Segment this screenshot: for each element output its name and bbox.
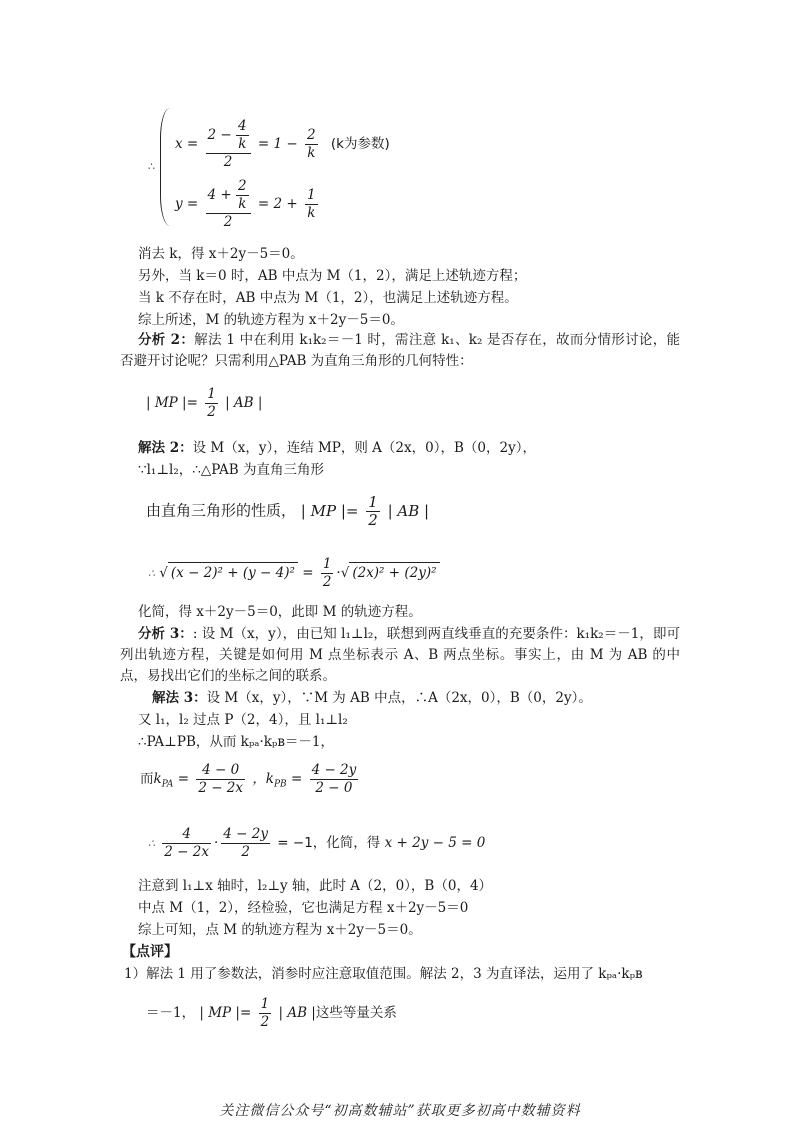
analysis-2: 分析 2：解法 1 中在利用 k₁k₂＝－1 时，需注意 k₁、k₂ 是否存在，故而分情形讨论，能否避开讨论呢？只需利用△PAB 为直角三角形的几何特性： <box>120 332 681 369</box>
text-line: ∴PA⊥PB，从而 kₚₐ·kₚʙ＝－1， <box>138 734 335 750</box>
text-line: 消去 k，得 x＋2y－5＝0。 <box>138 246 304 262</box>
review-title: 【点评】 <box>122 944 178 960</box>
mp-formula: | MP |= $\frac{1}{2}$ | AB | <box>146 386 263 420</box>
therefore-symbol: ∴ <box>148 160 155 173</box>
text-line: 注意到 l₁⊥x 轴时，l₂⊥y 轴，此时 A（2，0），B（0，4） <box>138 878 493 894</box>
sqrt-equation: ∴ √ (x − 2)² + (y − 4)² = $\frac{1}{2}$ ·√ (2x)² + (2y)² <box>148 556 440 591</box>
solution-2: 解法 2：设 M（x，y），连结 MP，则 A（2x，0），B（0，2y）， <box>138 440 536 456</box>
slope-formula: 而$k_{PA}$ = $\frac{4 - 0}{2 - 2x}$ ，$k_{PB}$ = $\frac{4 - 2y}{2 - 0}$ <box>140 762 357 796</box>
text-line: 另外，当 k＝0 时，AB 中点为 M（1，2），满足上述轨迹方程； <box>138 268 527 284</box>
y-equation: y = 4 + $\frac{2}{k}$ 2 = 2 + $\frac{1}{k}$ <box>175 178 316 230</box>
x-fraction: 2 − $\frac{4}{k}$ 2 <box>206 118 251 171</box>
review-line-1: 1）解法 1 用了参数法，消参时应注意取值范围。解法 2，3 为直译法，运用了 kₚₐ·kₚʙ <box>124 966 643 982</box>
text-line: 化简，得 x＋2y－5＝0，此即 M 的轨迹方程。 <box>138 604 422 620</box>
text-line: 综上可知，点 M 的轨迹方程为 x＋2y－5＝0。 <box>138 922 422 938</box>
product-equation: ∴ $\frac{4}{2 - 2x}$ · $\frac{4 - 2y}{2}$ = −1，化简，得 x + 2y − 5 = 0 <box>148 826 486 860</box>
text-line: 中点 M（1，2），经检验，它也满足方程 x＋2y－5＝0 <box>138 900 469 916</box>
text-line: 综上所述，M 的轨迹方程为 x＋2y－5＝0。 <box>138 312 404 328</box>
system-brace <box>160 108 173 226</box>
review-line-2: ＝－1， | MP |= $\frac{1}{2}$ | AB |这些等量关系 <box>146 996 397 1030</box>
text-line: 又 l₁，l₂ 过点 P（2，4），且 l₁⊥l₂ <box>138 712 348 728</box>
geo-property: 由直角三角形的性质， | MP |= $\frac{1}{2}$ | AB | <box>146 493 430 529</box>
solution-3: 解法 3：设 M（x，y），∵M 为 AB 中点，∴A（2x，0），B（0，2y）。 <box>152 690 592 706</box>
analysis-3: 分析 3：: 设 M（x，y），由已知 l₁⊥l₂，联想到两直线垂直的充要条件：k₁k₂＝－1，即可列出轨迹方程，关键是如何用 M 点坐标表示 A、B 两点坐标。事实上，由 M 为 AB 的中点，易找出它们的坐标之间的联系。 <box>120 626 680 684</box>
text-line: ∵l₁⊥l₂，∴△PAB 为直角三角形 <box>138 462 325 478</box>
param-note: (k为参数) <box>330 136 390 152</box>
x-equation: x = 2 − $\frac{4}{k}$ 2 = 1 − $\frac{2}{k}$ (k为参数) <box>175 118 390 170</box>
y-fraction: 4 + $\frac{2}{k}$ 2 <box>206 178 251 231</box>
footer-note: 关注微信公众号“初高数辅站”获取更多初高中数辅资料 <box>219 1103 581 1119</box>
text-line: 当 k 不存在时，AB 中点为 M（1，2），也满足上述轨迹方程。 <box>138 290 518 306</box>
